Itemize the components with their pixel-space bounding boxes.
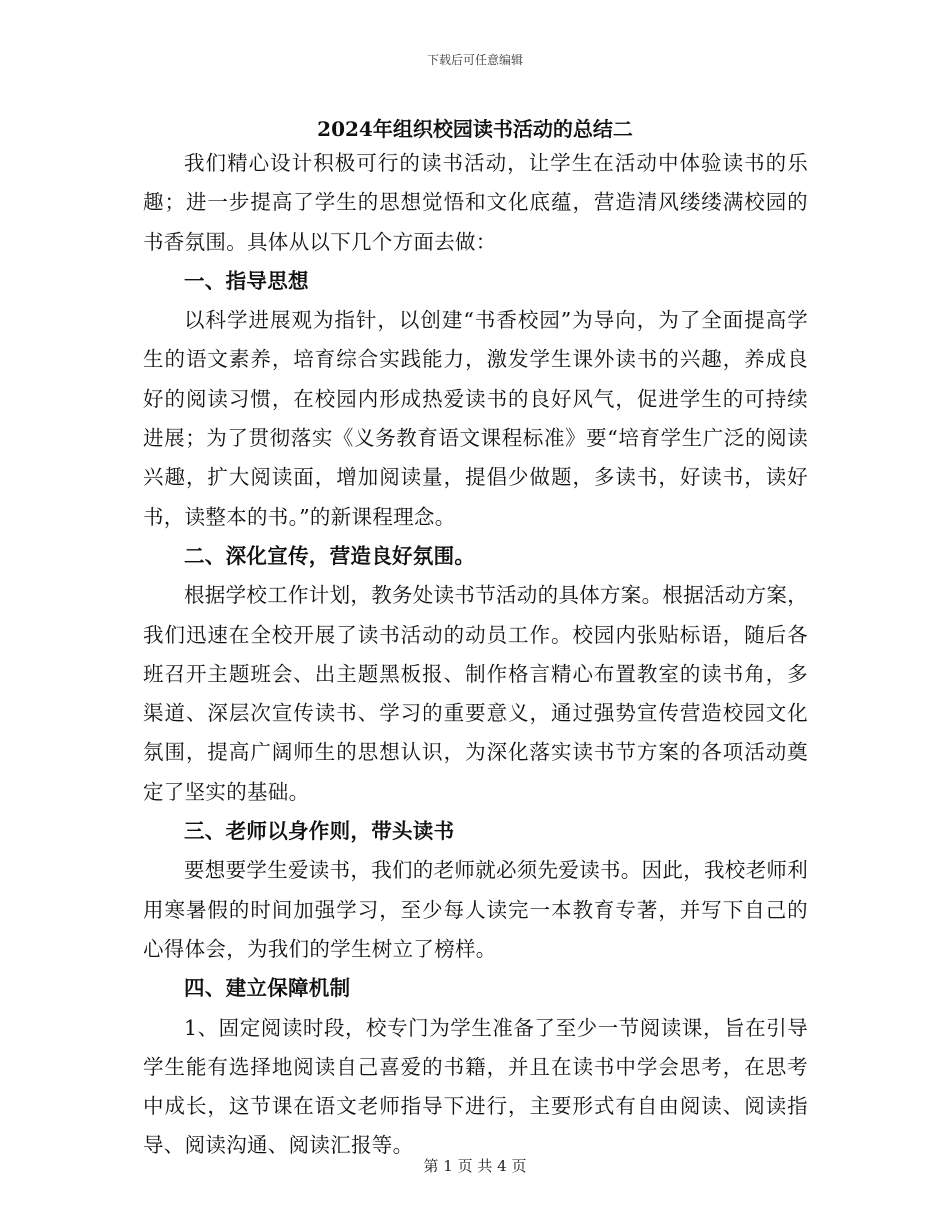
section-paragraph-publicity: 根据学校工作计划，教务处读书节活动的具体方案。根据活动方案，我们迅速在全校开展了读书活动的动员工作。校园内张贴标语，随后各班召开主题班会、出主题黑板报、制作格言精心布置教室的读书角，多渠道、深层次宣传读书、学习的重要意义，通过强势宣传营造校园文化氛围，提高广阔师生的思想认识，为深化落实读书节方案的各项活动奠定了坚实的基础。 (143, 583, 808, 804)
page-header-note: 下载后可任意编辑 (426, 53, 523, 67)
intro-paragraph: 我们精心设计积极可行的读书活动，让学生在活动中体验读书的乐趣；进一步提高了学生的思想觉悟和文化底蕴，营造清风缕缕满校园的书香氛围。具体从以下几个方面去做： (143, 151, 808, 254)
section-paragraph-guiding-ideology: 以科学进展观为指针，以创建“书香校园”为导向，为了全面提高学生的语文素养，培育综合实践能力，激发学生课外读书的兴趣，养成良好的阅读习惯，在校园内形成热爱读书的良好风气，促进学生的可持续进展；为了贯彻落实《义务教育语文课程标准》要“培育学生广泛的阅读兴趣，扩大阅读面，增加阅读量，提倡少做题，多读书，好读书，读好书，读整本的书。”的新课程理念。 (143, 308, 808, 529)
document-title: 2024年组织校园读书活动的总结二 (317, 117, 633, 141)
document-body (143, 144, 808, 1166)
section-paragraph-teachers-lead: 要想要学生爱读书，我们的老师就必须先爱读书。因此，我校老师利用寒暑假的时间加强学习，至少每人读完一本教育专著，并写下自己的心得体会，为我们的学生树立了榜样。 (143, 858, 808, 961)
section-heading-publicity: 二、深化宣传，营造良好氛围。 (184, 543, 476, 568)
page-number-footer: 第 1 页 共 4 页 (423, 1157, 527, 1175)
section-heading-teachers-lead: 三、老师以身作则，带头读书 (184, 819, 455, 844)
section-paragraph-guarantee-mechanism: 1、固定阅读时段，校专门为学生准备了至少一节阅读课，旨在引导学生能有选择地阅读自己喜爱的书籍，并且在读书中学会思考，在思考中成长，这节课在语文老师指导下进行，主要形式有自由阅读、阅读指导、阅读沟通、阅读汇报等。 (143, 1015, 808, 1158)
section-heading-guarantee-mechanism: 四、建立保障机制 (184, 976, 351, 1001)
section-heading-guiding-ideology: 一、指导思想 (184, 268, 309, 293)
